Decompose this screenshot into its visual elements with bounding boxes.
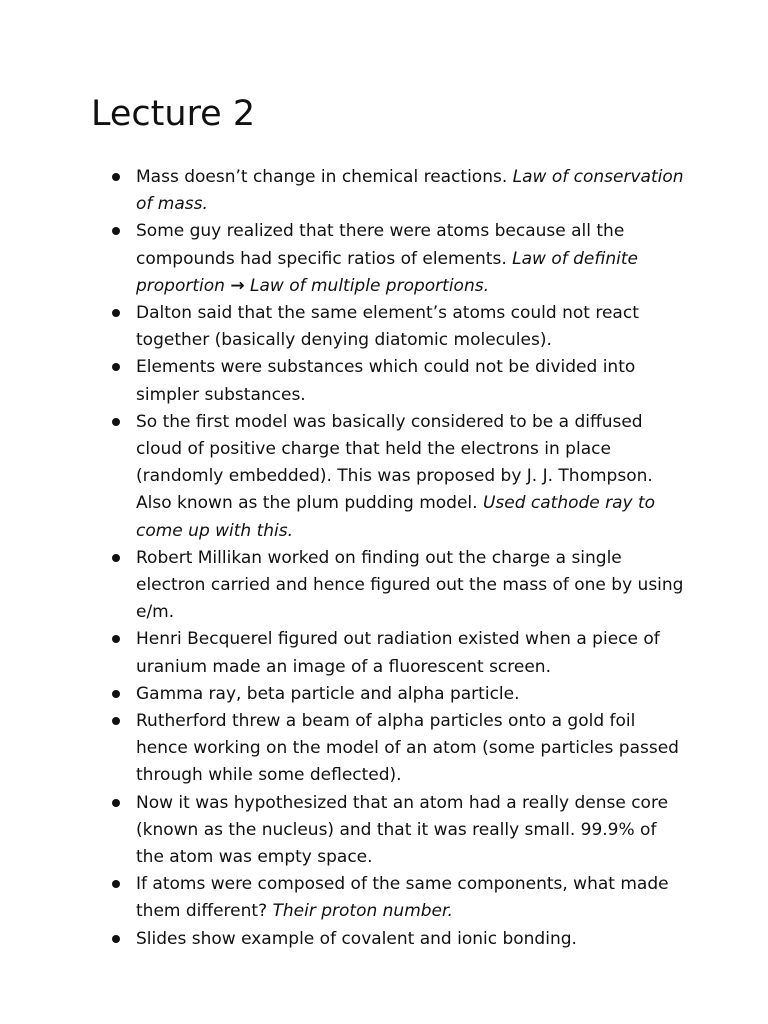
bullet-icon <box>112 635 120 643</box>
list-item-italic: Law of definite proportion <box>136 248 638 296</box>
list-item-text: Henri Becquerel figured out radiation existed when a piece of uranium made an image of a fluorescent screen. <box>136 629 660 677</box>
list-item <box>112 626 684 680</box>
list-item <box>112 218 684 300</box>
list-item-italic: Their proton number. <box>272 901 453 922</box>
list-item-text: Robert Millikan worked on finding out the charge a single electron carried and hence figured out the mass of one by using e/m. <box>136 547 684 623</box>
bullet-icon <box>112 880 120 888</box>
list-item-text: Mass doesn’t change in chemical reactions. <box>136 167 513 187</box>
list-item <box>112 164 684 218</box>
list-item-italic: Used cathode ray to come up with this. <box>136 493 656 541</box>
bullet-icon <box>112 799 120 807</box>
bullet-icon <box>112 309 120 317</box>
list-item-text: Gamma ray, beta particle and alpha particle. <box>136 683 520 704</box>
list-item-italic: Law of multiple proportions. <box>244 275 489 296</box>
list-item-text: Some guy realized that there were atoms because all the compounds had specific ratios of elements. <box>136 221 625 269</box>
bullet-icon <box>112 227 120 235</box>
list-item-text: Elements were substances which could not be divided into simpler substances. <box>136 357 636 405</box>
bullet-icon <box>112 363 120 371</box>
bullet-icon <box>112 717 120 725</box>
bullet-icon <box>112 554 120 562</box>
list-item <box>112 871 684 925</box>
list-item-text: If atoms were composed of the same components, what made them different? <box>136 874 669 922</box>
list-item <box>112 409 684 545</box>
bullet-icon <box>112 418 120 426</box>
list-item-italic: Law of conservation of mass. <box>136 167 684 215</box>
list-item-text: So the first model was basically considered to be a diffused cloud of positive charge that held the electrons in place (randomly embedded). This was proposed by J. J. Thompson. Also known as the plum pudding model. <box>136 411 653 514</box>
list-item <box>112 300 684 354</box>
list-item <box>112 790 684 872</box>
bullet-icon <box>112 935 120 943</box>
bullet-list <box>112 164 684 953</box>
arrow-right-icon: → <box>230 275 245 296</box>
list-item <box>112 681 684 708</box>
list-item <box>112 354 684 408</box>
list-item-text: Now it was hypothesized that an atom had a really dense core (known as the nucleus) and that it was really small. 99.9% of the atom was empty space. <box>136 792 669 868</box>
list-item <box>112 708 684 790</box>
list-item <box>112 926 684 953</box>
list-item-text: Dalton said that the same element’s atoms could not react together (basically denying diatomic molecules). <box>136 303 639 351</box>
list-item-text: Rutherford threw a beam of alpha particles onto a gold foil hence working on the model of an atom (some particles passed through while some deflected). <box>136 711 679 786</box>
list-item <box>112 545 684 627</box>
list-item-text: Slides show example of covalent and ionic bonding. <box>136 928 577 949</box>
page-title: Lecture 2 <box>91 94 256 134</box>
bullet-icon <box>112 173 120 181</box>
bullet-icon <box>112 690 120 698</box>
